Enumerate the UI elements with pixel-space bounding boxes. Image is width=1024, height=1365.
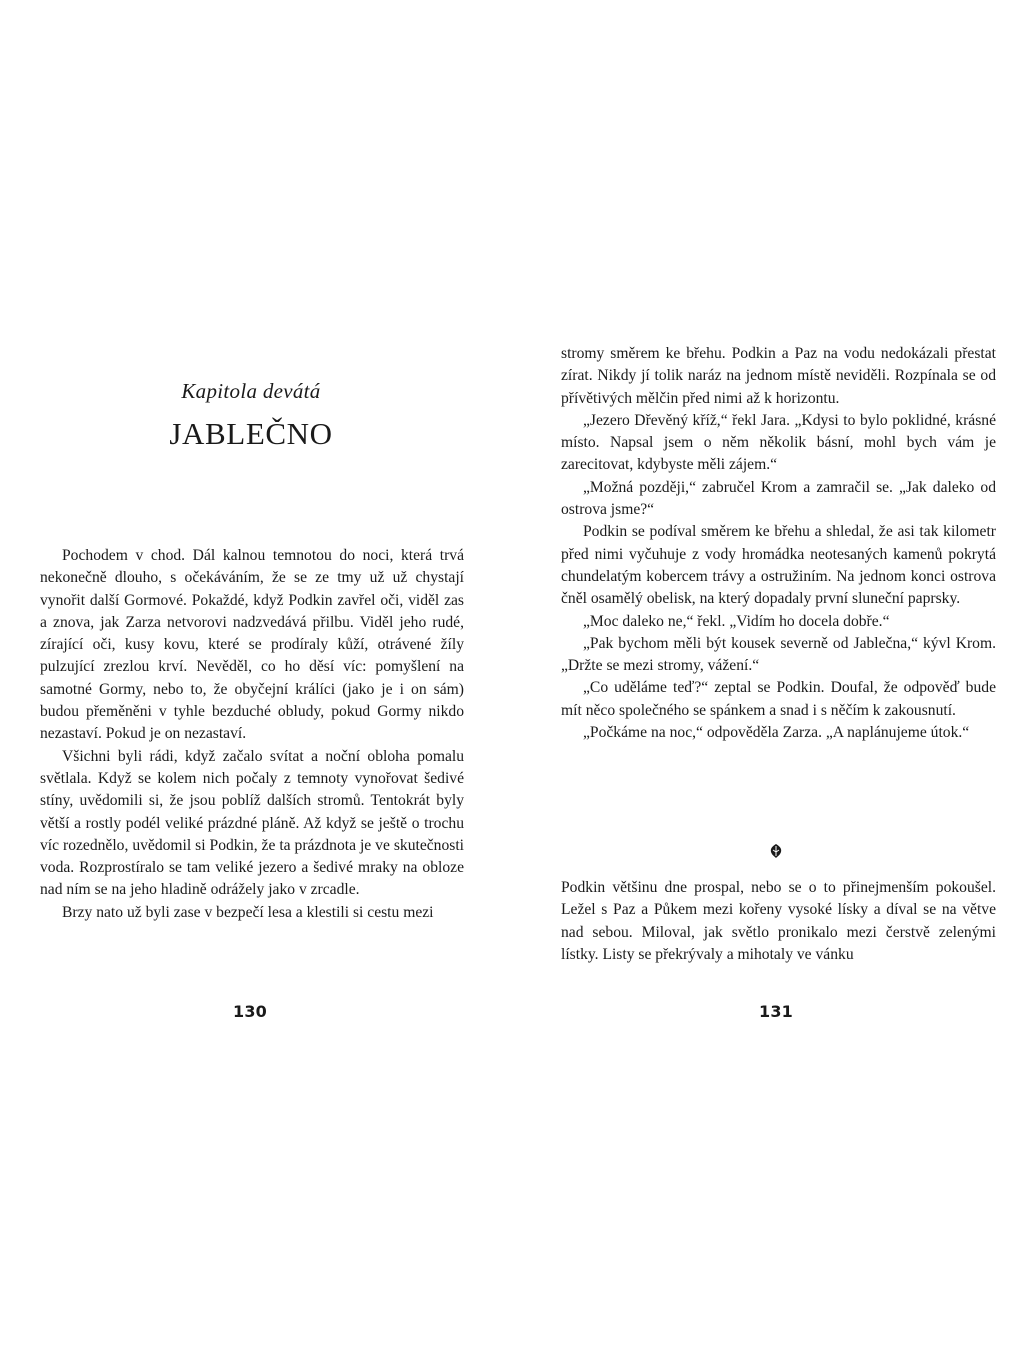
- chapter-label: Kapitola devátá: [181, 379, 321, 403]
- leaf-ornament-icon: [768, 843, 784, 859]
- paragraph: Podkin se podíval směrem ke břehu a shledal, že asi tak kilometr před nimi vyčuhuje z vody hromádka neotesaných kamenů pokrytá chundelatým kobercem trávy a ostružiním. Na jednom konci ostrova čněl osamělý obelisk, na který dopadaly první sluneční paprsky.: [561, 523, 996, 608]
- right-body-text-top: [561, 343, 996, 744]
- paragraph: „Co uděláme teď?“ zeptal se Podkin. Doufal, že odpověď bude mít něco společného se spánkem a snad i s něčím k zakousnutí.: [561, 679, 996, 719]
- paragraph: stromy směrem ke břehu. Podkin a Paz na vodu nedokázali přestat zírat. Nikdy jí tolik naráz na jednom místě neviděli. Rozpínala se od přívětivých mělčin před nimi až k horizontu.: [561, 345, 996, 407]
- paragraph: „Možná později,“ zabručel Krom a zamračil se. „Jak daleko od ostrova jsme?“: [561, 478, 996, 519]
- chapter-title: JABLEČNO: [169, 416, 333, 451]
- paragraph: „Počkáme na noc,“ odpověděla Zarza. „A naplánujeme útok.“: [583, 724, 970, 742]
- page-number: 131: [759, 1002, 793, 1021]
- paragraph: Pochodem v chod. Dál kalnou temnotou do noci, která trvá nekonečně dlouho, s očekáváním, že se ze tmy už už chystají vynořit další Gormové. Pokaždé, když Podkin zavřel oči, viděl zas a znova, jak Zarza netvorovi nadzvedává přilbu. Viděl jeho rudé, zírající oči, kusy kovu, které se prodíraly kůží, otrávené žíly pulzující zrezlou krví. Nevěděl, co ho děsí víc: pomyšlení na samotné Gormy, nebo to, že obyčejní králíci (jako je i on sám) budou přeměněni v tyhle bezduché obludy, pokud Gormy nikdo nezastaví. Pokud je on nezastaví.: [40, 547, 464, 743]
- paragraph: Podkin většinu dne prospal, nebo se o to přinejmenším pokoušel. Ležel s Paz a Půkem mezi kořeny vysoké lísky a díval se na větve nad sebou. Miloval, jak světlo pronikalo mezi čerstvě zelenými lístky. Listy se překrývaly a mihotaly ve vánku: [561, 879, 996, 963]
- page-number: 130: [233, 1002, 267, 1021]
- paragraph: „Jezero Dřevěný kříž,“ řekl Jara. „Kdysi to bylo poklidné, krásné místo. Napsal jsem o něm několik básní, mohl bych vám je zarecitovat, kdybyste měli zájem.“: [561, 411, 996, 474]
- paragraph: „Moc daleko ne,“ řekl. „Vidím ho docela dobře.“: [583, 612, 890, 630]
- chapter-heading: [40, 376, 462, 454]
- paragraph: Brzy nato už byli zase v bezpečí lesa a klestili si cestu mezi: [62, 903, 434, 921]
- paragraph: Všichni byli rádi, když začalo svítat a noční obloha pomalu světlala. Když se kolem nich počaly z temnoty vynořovat šedivé stíny, uvědomili si, že jsou poblíž dalších stromů. Tentokrát byly větší a rostly podél veliké prázdné pláně. Až když se ještě o trochu víc rozednělo, uvědomil si Podkin, že ta prázdnota je ve skutečnosti voda. Rozprostíralo se tam veliké jezero a šedivé mraky na obloze nad ním se na jeho hladině odrážely jako v zrcadle.: [40, 747, 464, 899]
- right-page: [512, 0, 1024, 1365]
- paragraph: „Pak bychom měli být kousek severně od Jablečna,“ kývl Krom. „Držte se mezi stromy, vážení.“: [561, 634, 996, 675]
- right-body-text-bottom: [561, 877, 996, 966]
- left-body-text: [40, 545, 464, 924]
